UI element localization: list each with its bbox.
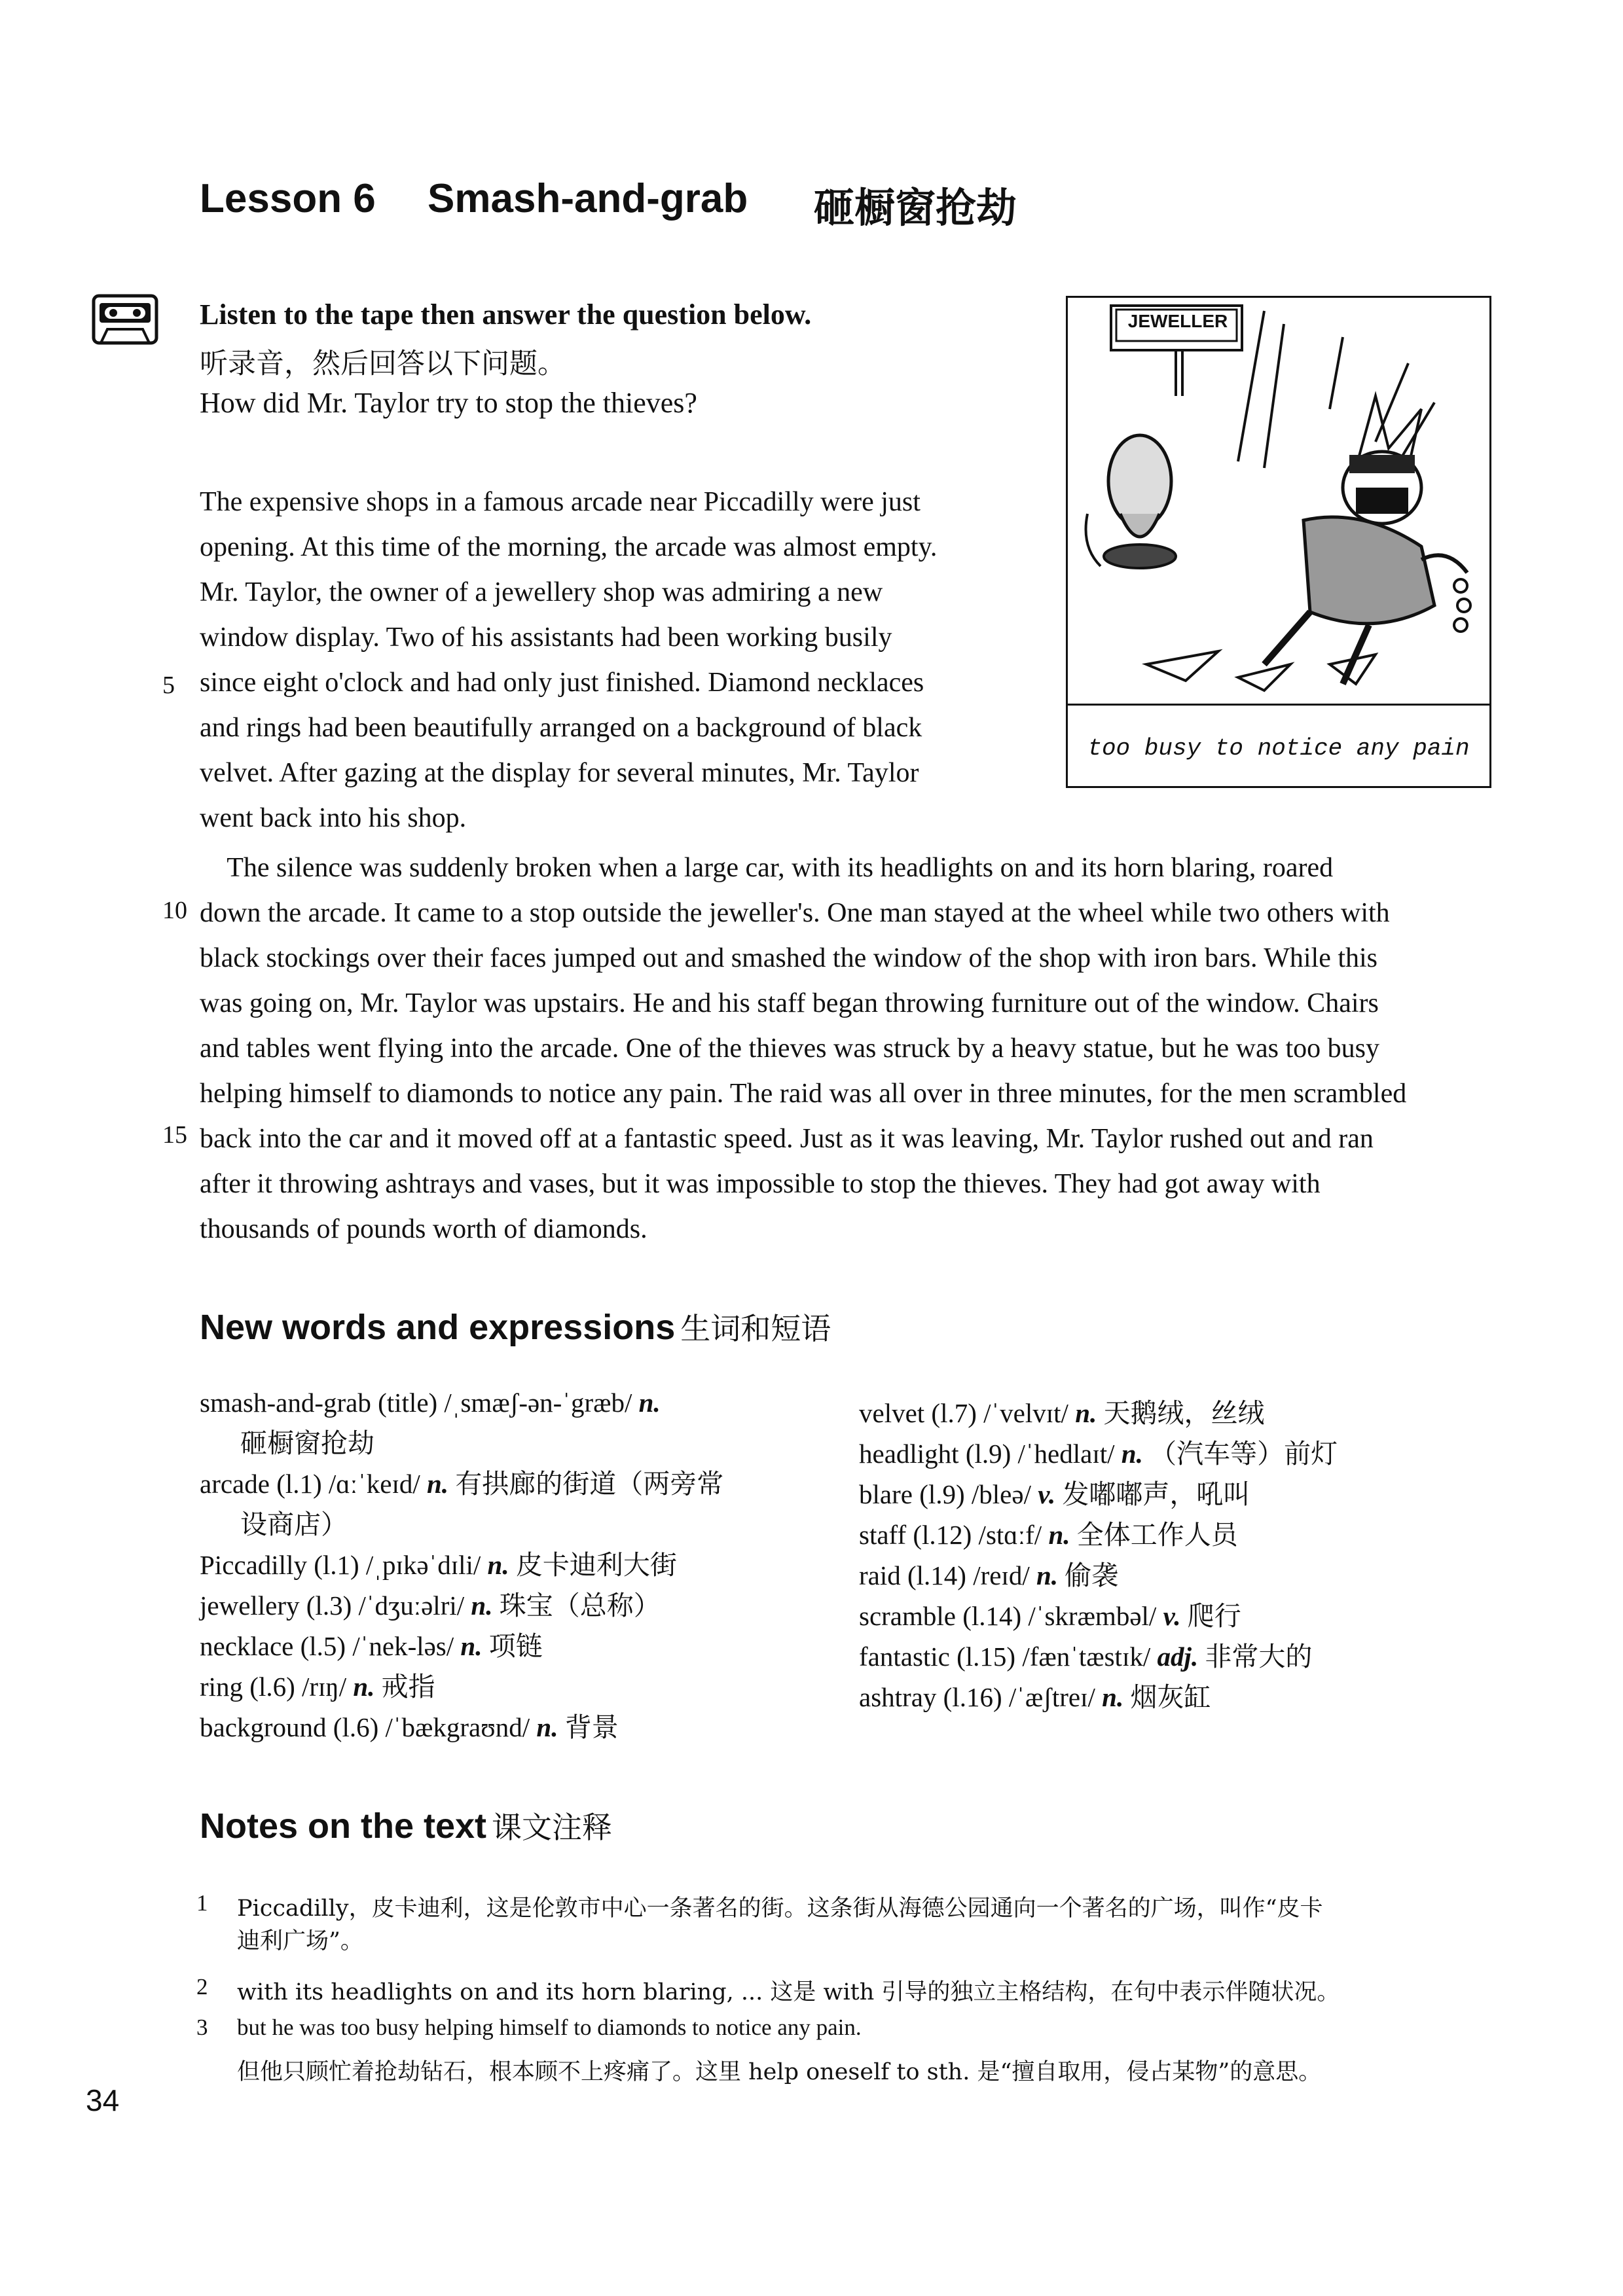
comprehension-question: How did Mr. Taylor try to stop the thieves?: [200, 387, 697, 419]
vocab-entry: staff (l.12) /stɑːf/ n. 全体工作人员: [859, 1519, 1238, 1551]
notes-title: Notes on the text: [200, 1806, 487, 1846]
vocab-meaning: 砸橱窗抢劫: [240, 1427, 374, 1459]
page-number: 34: [86, 2083, 120, 2117]
jeweller-sign: JEWELLER: [1127, 311, 1228, 331]
text-line: The silence was suddenly broken when a large car, with its headlights on and its horn blaring, roared: [200, 853, 1334, 883]
text-line: went back into his shop.: [200, 803, 467, 833]
vocab-entry: velvet (l.7) /ˈvelvɪt/ n. 天鹅绒，丝绒: [859, 1397, 1265, 1429]
text-paragraph-1: [200, 480, 1005, 841]
vocab-entry: scramble (l.14) /ˈskræmbəl/ v. 爬行: [859, 1600, 1241, 1632]
vocab-entry: smash-and-grab (title) /ˌsmæʃ-ən-ˈgræb/ n.: [200, 1388, 661, 1418]
vocab-entry: background (l.6) /ˈbækgraʊnd/ n. 背景: [200, 1712, 619, 1743]
new-words-title: New words and expressions: [200, 1308, 676, 1347]
note-line: but he was too busy helping himself to diamonds to notice any pain.: [237, 2015, 862, 2040]
text-line: window display. Two of his assistants had been working busily: [200, 622, 892, 653]
illustration-frame: [1066, 296, 1491, 788]
vocab-entry: blare (l.9) /bleə/ v. 发嘟嘟声，吼叫: [859, 1479, 1250, 1510]
note-line: Piccadilly，皮卡迪利，这是伦敦市中心一条著名的街。这条街从海德公园通向一个著名的广场，叫作“皮卡: [237, 1895, 1323, 1922]
lesson-title-en: Smash-and-grab: [428, 176, 748, 221]
text-line: down the arcade. It came to a stop outside the jeweller's. One man stayed at the wheel while two others with: [200, 898, 1390, 928]
vocab-entry: necklace (l.5) /ˈnek-ləs/ n. 项链: [200, 1630, 543, 1662]
notes-heading: [200, 1804, 612, 1847]
thief-cartoon-illustration: [1068, 298, 1489, 701]
note-number: 1: [196, 1890, 208, 1916]
new-words-heading: [200, 1305, 831, 1348]
vocab-right-column: [859, 1393, 1338, 1717]
lesson-number: Lesson 6: [200, 176, 376, 221]
note-line: with its headlights on and its horn blaring, ... 这是 with 引导的独立主格结构，在句中表示伴随状况。: [237, 1979, 1340, 2005]
text-line: The expensive shops in a famous arcade near Piccadilly were just: [200, 487, 921, 517]
line-number-10: 10: [162, 897, 187, 924]
text-paragraph-2: [200, 846, 1509, 1252]
text-line: and rings had been beautifully arranged on a background of black: [200, 713, 922, 743]
caption-divider: [1068, 704, 1489, 706]
listen-instruction-cn: 听录音，然后回答以下问题。: [200, 348, 566, 380]
illustration-caption: too busy to notice any pain: [1087, 735, 1470, 762]
vocab-entry: arcade (l.1) /ɑːˈkeɪd/ n. 有拱廊的街道（两旁常: [200, 1468, 724, 1499]
vocab-left-column: [200, 1382, 723, 1748]
text-line: velvet. After gazing at the display for several minutes, Mr. Taylor: [200, 758, 919, 788]
lesson-title-cn: 砸橱窗抢劫: [814, 184, 1017, 232]
line-number-15: 15: [162, 1121, 187, 1149]
text-line: opening. At this time of the morning, the arcade was almost empty.: [200, 532, 938, 562]
text-line: black stockings over their faces jumped out and smashed the window of the shop with iron bars. While this: [200, 943, 1378, 973]
vocab-entry: headlight (l.9) /ˈhedlaɪt/ n. （汽车等）前灯: [859, 1438, 1338, 1469]
line-number-5: 5: [162, 672, 175, 699]
vocab-entry: raid (l.14) /reɪd/ n. 偷袭: [859, 1560, 1119, 1591]
vocab-meaning: 设商店）: [240, 1509, 348, 1540]
note-number: 2: [196, 1974, 208, 2000]
text-line: helping himself to diamonds to notice any pain. The raid was all over in three minutes, for the men scrambled: [200, 1079, 1407, 1109]
notes-title-cn: 课文注释: [492, 1810, 613, 1845]
new-words-title-cn: 生词和短语: [680, 1311, 831, 1346]
text-line: since eight o'clock and had only just finished. Diamond necklaces: [200, 668, 924, 698]
text-line: and tables went flying into the arcade. One of the thieves was struck by a heavy statue, but he was too busy: [200, 1033, 1380, 1064]
note-number: 3: [196, 2015, 208, 2040]
vocab-entry: Piccadilly (l.1) /ˌpɪkəˈdɪli/ n. 皮卡迪利大街: [200, 1549, 677, 1581]
vocab-entry: ring (l.6) /rɪŋ/ n. 戒指: [200, 1671, 435, 1702]
vocab-entry: fantastic (l.15) /fænˈtæstɪk/ adj. 非常大的: [859, 1641, 1313, 1672]
text-line: was going on, Mr. Taylor was upstairs. He and his staff began throwing furniture out of the window. Chairs: [200, 988, 1379, 1018]
vocab-entry: jewellery (l.3) /ˈdʒuːəlri/ n. 珠宝（总称）: [200, 1590, 661, 1621]
vocab-entry: ashtray (l.16) /ˈæʃtreɪ/ n. 烟灰缸: [859, 1681, 1211, 1713]
text-line: thousands of pounds worth of diamonds.: [200, 1214, 647, 1244]
text-line: back into the car and it moved off at a fantastic speed. Just as it was leaving, Mr. Taylor rushed out and ran: [200, 1124, 1374, 1154]
note-line: 但他只顾忙着抢劫钻石，根本顾不上疼痛了。这里 help oneself to sth. 是“擅自取用，侵占某物”的意思。: [237, 2059, 1322, 2085]
cassette-tape-icon: [92, 294, 158, 345]
listen-instruction: Listen to the tape then answer the question below.: [200, 298, 812, 331]
text-line: after it throwing ashtrays and vases, but it was impossible to stop the thieves. They had got away with: [200, 1169, 1321, 1199]
text-line: Mr. Taylor, the owner of a jewellery shop was admiring a new: [200, 577, 883, 607]
note-line: 迪利广场”。: [237, 1928, 363, 1954]
